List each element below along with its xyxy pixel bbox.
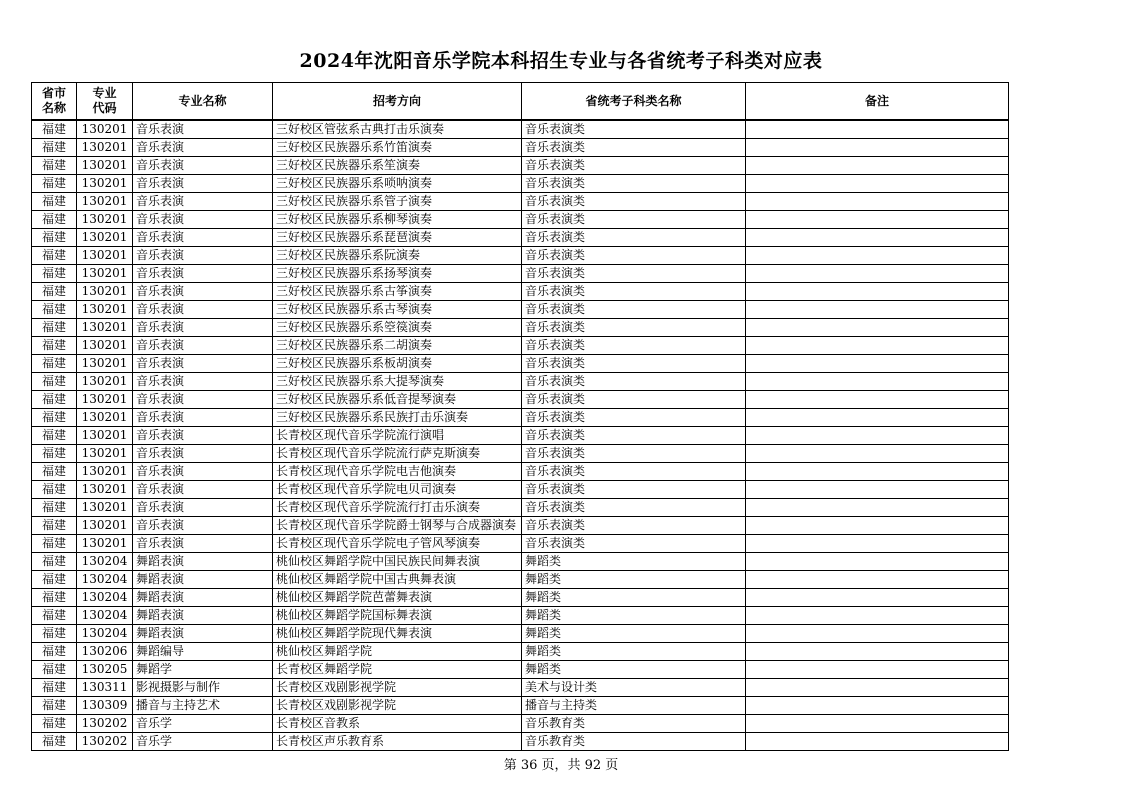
cell-direction: 三好校区民族器乐系竹笛演奏: [273, 139, 522, 157]
table-row: [32, 355, 1009, 373]
cell-code: 130204: [77, 589, 133, 607]
table-row: [32, 283, 1009, 301]
cell-major: 音乐表演: [133, 120, 273, 139]
cell-direction: 三好校区管弦系古典打击乐演奏: [273, 120, 522, 139]
cell-note: [746, 229, 1009, 247]
cell-direction: 三好校区民族器乐系板胡演奏: [273, 355, 522, 373]
cell-note: [746, 643, 1009, 661]
cell-code: 130201: [77, 373, 133, 391]
cell-province: 福建: [32, 139, 77, 157]
table-row: [32, 319, 1009, 337]
cell-category: 音乐表演类: [522, 139, 746, 157]
cell-code: 130201: [77, 193, 133, 211]
cell-note: [746, 571, 1009, 589]
cell-province: 福建: [32, 427, 77, 445]
cell-note: [746, 463, 1009, 481]
cell-category: 音乐表演类: [522, 427, 746, 445]
table-row: [32, 553, 1009, 571]
cell-direction: 长青校区音教系: [273, 715, 522, 733]
cell-province: 福建: [32, 715, 77, 733]
header-major: 专业名称: [133, 83, 273, 121]
cell-category: 音乐表演类: [522, 391, 746, 409]
cell-direction: 三好校区民族器乐系箜篌演奏: [273, 319, 522, 337]
cell-province: 福建: [32, 445, 77, 463]
cell-direction: 三好校区民族器乐系二胡演奏: [273, 337, 522, 355]
table-row: [32, 139, 1009, 157]
cell-code: 130201: [77, 337, 133, 355]
cell-code: 130201: [77, 301, 133, 319]
cell-major: 舞蹈表演: [133, 625, 273, 643]
cell-major: 音乐表演: [133, 301, 273, 319]
cell-major: 音乐学: [133, 733, 273, 751]
cell-direction: 长青校区舞蹈学院: [273, 661, 522, 679]
cell-category: 音乐表演类: [522, 175, 746, 193]
cell-code: 130201: [77, 139, 133, 157]
cell-province: 福建: [32, 571, 77, 589]
cell-major: 音乐表演: [133, 355, 273, 373]
table-row: [32, 463, 1009, 481]
cell-direction: 三好校区民族器乐系唢呐演奏: [273, 175, 522, 193]
cell-note: [746, 733, 1009, 751]
cell-category: 音乐表演类: [522, 409, 746, 427]
cell-code: 130201: [77, 265, 133, 283]
cell-major: 音乐表演: [133, 499, 273, 517]
cell-province: 福建: [32, 157, 77, 175]
table-header-row: [32, 83, 1009, 121]
table-row: [32, 589, 1009, 607]
cell-province: 福建: [32, 607, 77, 625]
cell-note: [746, 391, 1009, 409]
cell-province: 福建: [32, 697, 77, 715]
cell-note: [746, 715, 1009, 733]
cell-major: 音乐表演: [133, 193, 273, 211]
cell-major: 音乐表演: [133, 247, 273, 265]
cell-note: [746, 139, 1009, 157]
header-category: 省统考子科类名称: [522, 83, 746, 121]
cell-direction: 三好校区民族器乐系管子演奏: [273, 193, 522, 211]
cell-direction: 三好校区民族器乐系笙演奏: [273, 157, 522, 175]
cell-major: 音乐表演: [133, 337, 273, 355]
table-row: [32, 247, 1009, 265]
cell-code: 130201: [77, 463, 133, 481]
cell-major: 舞蹈编导: [133, 643, 273, 661]
table-row: [32, 391, 1009, 409]
cell-direction: 长青校区戏剧影视学院: [273, 679, 522, 697]
cell-major: 音乐表演: [133, 139, 273, 157]
table-row: [32, 517, 1009, 535]
cell-category: 音乐表演类: [522, 481, 746, 499]
cell-code: 130201: [77, 409, 133, 427]
cell-code: 130202: [77, 715, 133, 733]
cell-direction: 长青校区现代音乐学院流行萨克斯演奏: [273, 445, 522, 463]
table-row: [32, 661, 1009, 679]
cell-code: 130201: [77, 481, 133, 499]
cell-note: [746, 120, 1009, 139]
cell-code: 130201: [77, 120, 133, 139]
cell-code: 130201: [77, 355, 133, 373]
cell-code: 130204: [77, 607, 133, 625]
cell-province: 福建: [32, 409, 77, 427]
cell-code: 130201: [77, 175, 133, 193]
cell-code: 130204: [77, 625, 133, 643]
cell-code: 130201: [77, 517, 133, 535]
cell-category: 音乐表演类: [522, 211, 746, 229]
cell-category: 舞蹈类: [522, 643, 746, 661]
table-row: [32, 481, 1009, 499]
cell-code: 130201: [77, 229, 133, 247]
cell-major: 音乐表演: [133, 445, 273, 463]
cell-category: 美术与设计类: [522, 679, 746, 697]
cell-code: 130201: [77, 157, 133, 175]
cell-category: 音乐表演类: [522, 499, 746, 517]
cell-province: 福建: [32, 265, 77, 283]
cell-major: 音乐表演: [133, 265, 273, 283]
cell-direction: 三好校区民族器乐系琵琶演奏: [273, 229, 522, 247]
cell-code: 130201: [77, 319, 133, 337]
cell-category: 舞蹈类: [522, 553, 746, 571]
table-row: [32, 697, 1009, 715]
cell-category: 音乐表演类: [522, 535, 746, 553]
cell-province: 福建: [32, 355, 77, 373]
cell-direction: 三好校区民族器乐系古琴演奏: [273, 301, 522, 319]
cell-direction: 三好校区民族器乐系阮演奏: [273, 247, 522, 265]
cell-code: 130201: [77, 427, 133, 445]
cell-category: 舞蹈类: [522, 607, 746, 625]
cell-category: 音乐表演类: [522, 120, 746, 139]
cell-direction: 长青校区现代音乐学院流行打击乐演奏: [273, 499, 522, 517]
header-code-label: 专业 代码: [92, 86, 117, 115]
cell-major: 舞蹈表演: [133, 589, 273, 607]
cell-category: 音乐表演类: [522, 337, 746, 355]
cell-province: 福建: [32, 193, 77, 211]
cell-province: 福建: [32, 391, 77, 409]
cell-direction: 桃仙校区舞蹈学院现代舞表演: [273, 625, 522, 643]
cell-major: 音乐表演: [133, 517, 273, 535]
table-row: [32, 643, 1009, 661]
cell-province: 福建: [32, 589, 77, 607]
header-province-label: 省市 名称: [41, 86, 66, 115]
cell-province: 福建: [32, 211, 77, 229]
cell-major: 影视摄影与制作: [133, 679, 273, 697]
cell-code: 130201: [77, 391, 133, 409]
cell-note: [746, 625, 1009, 643]
cell-category: 播音与主持类: [522, 697, 746, 715]
cell-note: [746, 319, 1009, 337]
cell-province: 福建: [32, 625, 77, 643]
cell-major: 音乐表演: [133, 229, 273, 247]
table-body: [32, 120, 1009, 751]
cell-direction: 长青校区现代音乐学院电子管风琴演奏: [273, 535, 522, 553]
cell-province: 福建: [32, 120, 77, 139]
cell-note: [746, 211, 1009, 229]
cell-major: 音乐学: [133, 715, 273, 733]
cell-note: [746, 265, 1009, 283]
cell-province: 福建: [32, 319, 77, 337]
cell-note: [746, 697, 1009, 715]
cell-category: 音乐表演类: [522, 265, 746, 283]
table-row: [32, 229, 1009, 247]
cell-note: [746, 247, 1009, 265]
cell-province: 福建: [32, 373, 77, 391]
header-province: [32, 83, 77, 121]
cell-province: 福建: [32, 247, 77, 265]
table-row: [32, 301, 1009, 319]
cell-direction: 长青校区现代音乐学院电贝司演奏: [273, 481, 522, 499]
cell-category: 音乐表演类: [522, 373, 746, 391]
cell-province: 福建: [32, 481, 77, 499]
cell-province: 福建: [32, 643, 77, 661]
cell-note: [746, 481, 1009, 499]
cell-province: 福建: [32, 733, 77, 751]
page-title: 2024年沈阳音乐学院本科招生专业与各省统考子科类对应表: [299, 50, 823, 72]
cell-direction: 桃仙校区舞蹈学院国标舞表演: [273, 607, 522, 625]
cell-direction: 长青校区声乐教育系: [273, 733, 522, 751]
cell-direction: 长青校区现代音乐学院流行演唱: [273, 427, 522, 445]
cell-code: 130201: [77, 499, 133, 517]
cell-major: 音乐表演: [133, 319, 273, 337]
cell-code: 130201: [77, 535, 133, 553]
cell-direction: 三好校区民族器乐系柳琴演奏: [273, 211, 522, 229]
cell-note: [746, 499, 1009, 517]
cell-note: [746, 445, 1009, 463]
cell-category: 音乐表演类: [522, 301, 746, 319]
cell-province: 福建: [32, 175, 77, 193]
table-row: [32, 337, 1009, 355]
cell-major: 音乐表演: [133, 427, 273, 445]
cell-category: 音乐表演类: [522, 229, 746, 247]
cell-note: [746, 553, 1009, 571]
cell-direction: 桃仙校区舞蹈学院芭蕾舞表演: [273, 589, 522, 607]
cell-province: 福建: [32, 517, 77, 535]
table-row: [32, 193, 1009, 211]
cell-major: 音乐表演: [133, 463, 273, 481]
table-row: [32, 445, 1009, 463]
cell-direction: 三好校区民族器乐系古筝演奏: [273, 283, 522, 301]
cell-note: [746, 661, 1009, 679]
cell-note: [746, 517, 1009, 535]
cell-code: 130202: [77, 733, 133, 751]
cell-code: 130201: [77, 247, 133, 265]
table-row: [32, 373, 1009, 391]
cell-category: 音乐教育类: [522, 733, 746, 751]
cell-code: 130204: [77, 571, 133, 589]
table-row: [32, 733, 1009, 751]
cell-category: 音乐表演类: [522, 463, 746, 481]
cell-major: 舞蹈表演: [133, 607, 273, 625]
cell-major: 音乐表演: [133, 175, 273, 193]
cell-category: 音乐表演类: [522, 283, 746, 301]
cell-note: [746, 337, 1009, 355]
cell-note: [746, 301, 1009, 319]
cell-note: [746, 427, 1009, 445]
cell-major: 舞蹈表演: [133, 553, 273, 571]
table-row: [32, 175, 1009, 193]
cell-note: [746, 175, 1009, 193]
header-note: 备注: [746, 83, 1009, 121]
table-row: [32, 625, 1009, 643]
cell-major: 音乐表演: [133, 373, 273, 391]
cell-major: 音乐表演: [133, 391, 273, 409]
cell-province: 福建: [32, 229, 77, 247]
cell-note: [746, 679, 1009, 697]
correspondence-table: [31, 82, 1009, 751]
table-row: [32, 265, 1009, 283]
cell-major: 音乐表演: [133, 211, 273, 229]
cell-category: 音乐表演类: [522, 247, 746, 265]
cell-province: 福建: [32, 553, 77, 571]
cell-category: 舞蹈类: [522, 571, 746, 589]
cell-note: [746, 607, 1009, 625]
cell-category: 舞蹈类: [522, 589, 746, 607]
cell-category: 音乐表演类: [522, 517, 746, 535]
cell-category: 音乐表演类: [522, 355, 746, 373]
cell-province: 福建: [32, 679, 77, 697]
table-row: [32, 409, 1009, 427]
cell-province: 福建: [32, 301, 77, 319]
cell-major: 舞蹈学: [133, 661, 273, 679]
cell-province: 福建: [32, 337, 77, 355]
table-row: [32, 715, 1009, 733]
cell-province: 福建: [32, 661, 77, 679]
header-direction: 招考方向: [273, 83, 522, 121]
cell-code: 130309: [77, 697, 133, 715]
cell-direction: 桃仙校区舞蹈学院: [273, 643, 522, 661]
cell-category: 音乐表演类: [522, 445, 746, 463]
cell-major: 播音与主持艺术: [133, 697, 273, 715]
cell-code: 130201: [77, 283, 133, 301]
cell-direction: 桃仙校区舞蹈学院中国民族民间舞表演: [273, 553, 522, 571]
table-row: [32, 607, 1009, 625]
cell-province: 福建: [32, 535, 77, 553]
table-row: [32, 427, 1009, 445]
cell-code: 130201: [77, 211, 133, 229]
header-code: [77, 83, 133, 121]
cell-note: [746, 283, 1009, 301]
cell-major: 音乐表演: [133, 283, 273, 301]
table-row: [32, 499, 1009, 517]
cell-major: 舞蹈表演: [133, 571, 273, 589]
cell-province: 福建: [32, 499, 77, 517]
cell-major: 音乐表演: [133, 409, 273, 427]
table-row: [32, 679, 1009, 697]
table-row: [32, 157, 1009, 175]
cell-code: 130206: [77, 643, 133, 661]
cell-direction: 桃仙校区舞蹈学院中国古典舞表演: [273, 571, 522, 589]
cell-code: 130201: [77, 445, 133, 463]
cell-direction: 长青校区现代音乐学院爵士钢琴与合成器演奏: [273, 517, 522, 535]
table-row: [32, 211, 1009, 229]
page-footer: 第 36 页，共 92 页: [503, 758, 619, 773]
table-row: [32, 120, 1009, 139]
cell-category: 音乐表演类: [522, 193, 746, 211]
cell-code: 130205: [77, 661, 133, 679]
cell-direction: 长青校区现代音乐学院电吉他演奏: [273, 463, 522, 481]
cell-category: 音乐表演类: [522, 319, 746, 337]
cell-note: [746, 409, 1009, 427]
table-row: [32, 535, 1009, 553]
cell-note: [746, 193, 1009, 211]
cell-major: 音乐表演: [133, 535, 273, 553]
cell-province: 福建: [32, 283, 77, 301]
cell-direction: 长青校区戏剧影视学院: [273, 697, 522, 715]
cell-province: 福建: [32, 463, 77, 481]
cell-category: 音乐表演类: [522, 157, 746, 175]
cell-major: 音乐表演: [133, 157, 273, 175]
table-row: [32, 571, 1009, 589]
cell-code: 130204: [77, 553, 133, 571]
cell-direction: 三好校区民族器乐系民族打击乐演奏: [273, 409, 522, 427]
cell-direction: 三好校区民族器乐系低音提琴演奏: [273, 391, 522, 409]
cell-category: 音乐教育类: [522, 715, 746, 733]
cell-note: [746, 355, 1009, 373]
cell-direction: 三好校区民族器乐系扬琴演奏: [273, 265, 522, 283]
cell-major: 音乐表演: [133, 481, 273, 499]
cell-code: 130311: [77, 679, 133, 697]
cell-note: [746, 157, 1009, 175]
cell-note: [746, 535, 1009, 553]
cell-category: 舞蹈类: [522, 661, 746, 679]
cell-category: 舞蹈类: [522, 625, 746, 643]
cell-direction: 三好校区民族器乐系大提琴演奏: [273, 373, 522, 391]
cell-note: [746, 589, 1009, 607]
cell-note: [746, 373, 1009, 391]
